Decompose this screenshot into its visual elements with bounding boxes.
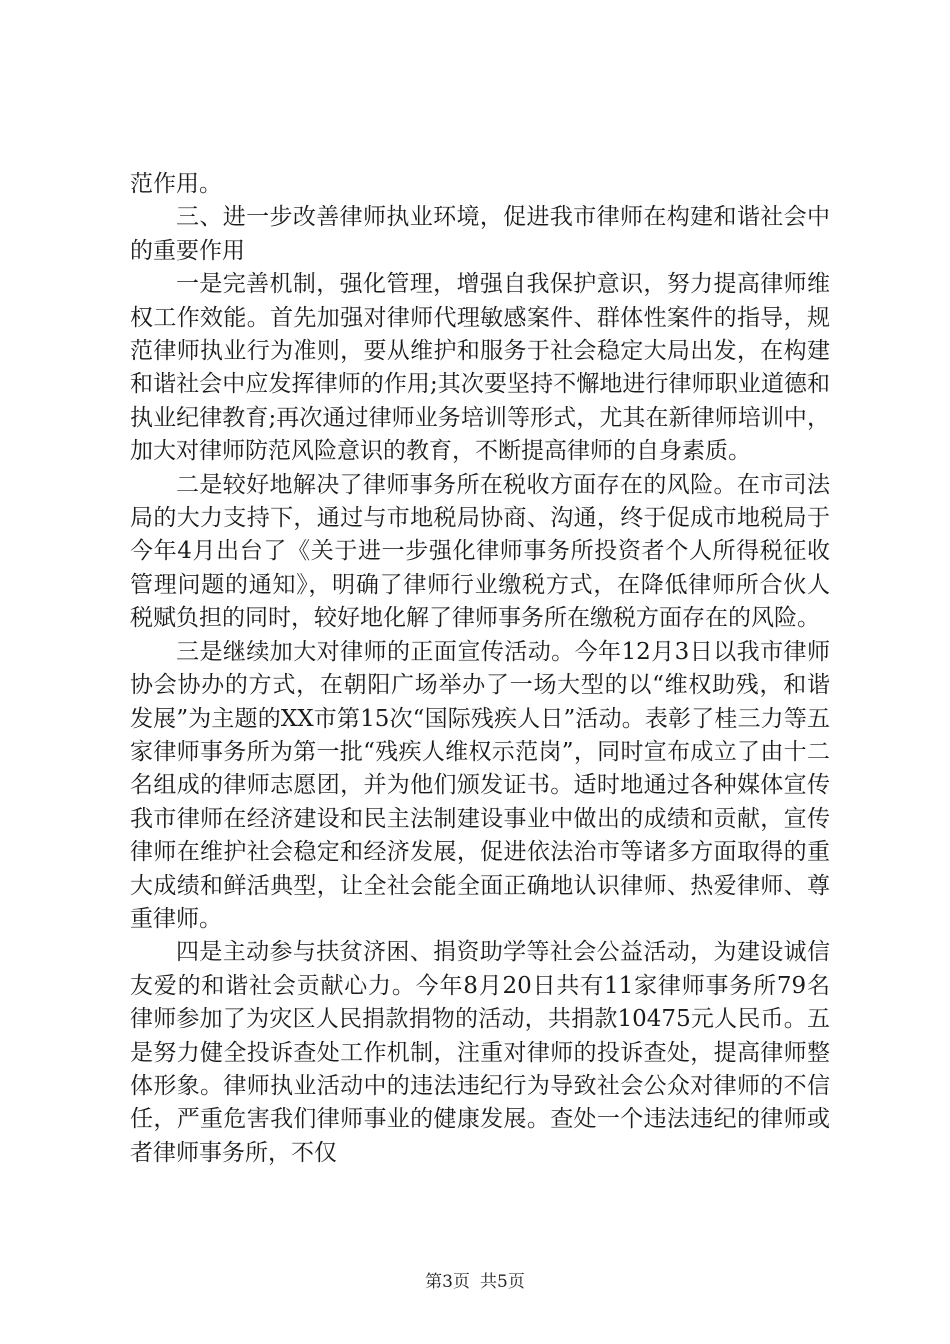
section-heading-three: 三、进一步改善律师执业环境，促进我市律师在构建和谐社会中的重要作用 [130,204,830,264]
document-body [130,168,830,1170]
paragraph-publicity: 三是继续加大对律师的正面宣传活动。今年12月3日以我市律师协会协办的方式，在朝阳广场举办了一场大型的以“维权助残，和谐发展”为主题的XX市第15次“国际残疾人日”活动。表彰了桂三力等五家律师事务所为第一批“残疾人维权示范岗”，同时宣布成立了由十二名组成的律师志愿团，并为他们颁发证书。适时地通过各种媒体宣传我市律师在经济建设和民主法制建设事业中做出的成绩和贡献，宣传律师在维护社会稳定和经济发展，促进依法治市等诸多方面取得的重大成绩和鲜活典型，让全社会能全面正确地认识律师、热爱律师、尊重律师。 [130,638,830,932]
paragraph-continuation: 范作用。 [130,171,222,197]
paragraph-mechanism: 一是完善机制，强化管理，增强自我保护意识，努力提高律师维权工作效能。首先加强对律师代理敏感案件、群体性案件的指导，规范律师执业行为准则，要从维护和服务于社会稳定大局出发，在构建和谐社会中应发挥律师的作用;其次要坚持不懈地进行律师职业道德和执业纪律教育;再次通过律师业务培训等形式，尤其在新律师培训中，加大对律师防范风险意识的教育，不断提高律师的自身素质。 [130,271,830,465]
page-footer [0,1271,950,1293]
page-total: 共5页 [480,1272,525,1292]
paragraph-tax-risk: 二是较好地解决了律师事务所在税收方面存在的风险。在市司法局的大力支持下，通过与市地税局协商、沟通，终于促成市地税局于今年4月出台了《关于进一步强化律师事务所投资者个人所得税征收管理问题的通知》，明确了律师行业缴税方式，在降低律师所合伙人税赋负担的同时，较好地化解了律师事务所在缴税方面存在的风险。 [130,471,830,632]
paragraph-public-welfare: 四是主动参与扶贫济困、捐资助学等社会公益活动，为建设诚信友爱的和谐社会贡献心力。今年8月20日共有11家律师事务所79名律师参加了为灾区人民捐款捐物的活动，共捐款10475元人民币。五是努力健全投诉查处工作机制，注重对律师的投诉查处，提高律师整体形象。律师执业活动中的违法违纪行为导致社会公众对律师的不信任，严重危害我们律师事业的健康发展。查处一个违法违纪的律师或者律师事务所，不仅 [130,939,830,1166]
page-number: 第3页 [425,1272,470,1292]
